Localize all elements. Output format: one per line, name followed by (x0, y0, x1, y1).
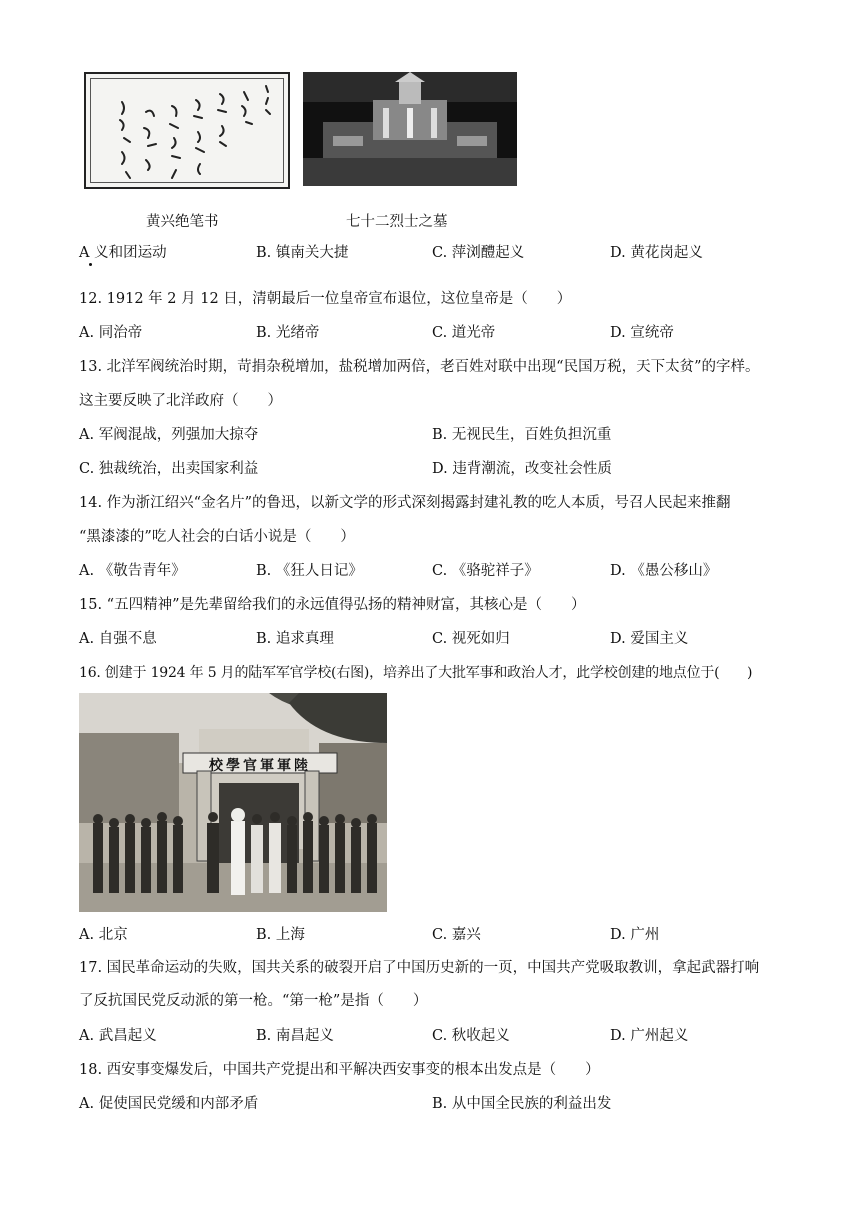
q15-option-c[interactable]: C. 视死如归 (432, 631, 510, 647)
q13-stem-line2: 这主要反映了北洋政府（ ） (79, 393, 282, 409)
q14-option-c[interactable]: C. 《骆驼祥子》 (432, 563, 539, 579)
q14-stem-line2: “黑漆漆的”吃人社会的白话小说是（ ） (79, 529, 355, 545)
q16-stem: 16. 创建于 1924 年 5 月的陆军军官学校(右图)，培养出了大批军事和政治人才，此学校创建的地点位于( ) (79, 665, 753, 681)
tomb-photo (303, 72, 517, 186)
q16-option-d[interactable]: D. 广州 (610, 927, 660, 943)
q17-stem-line1: 17. 国民革命运动的失败，国共关系的破裂开启了中国历史新的一页，中国共产党吸取教训，拿起武器打响 (79, 960, 760, 976)
q12-option-a[interactable]: A. 同治帝 (79, 325, 143, 341)
q13-option-a[interactable]: A. 军阀混战，列强加大掠夺 (79, 427, 259, 443)
q17-option-a[interactable]: A. 武昌起义 (79, 1028, 157, 1044)
huangxing-letter-image (84, 72, 290, 189)
q11-option-d[interactable]: D. 黄花岗起义 (610, 245, 703, 261)
q18-option-a[interactable]: A. 促使国民党缓和内部矛盾 (79, 1096, 259, 1112)
q14-option-b[interactable]: B. 《狂人日记》 (256, 563, 363, 579)
q14-option-d[interactable]: D. 《愚公移山》 (610, 563, 718, 579)
q15-stem: 15. “五四精神”是先辈留给我们的永远值得弘扬的精神财富，其核心是（ ） (79, 597, 586, 613)
dot-mark (89, 263, 92, 266)
q12-option-d[interactable]: D. 宣统帝 (610, 325, 674, 341)
q18-stem: 18. 西安事变爆发后，中国共产党提出和平解决西安事变的根本出发点是（ ） (79, 1062, 600, 1078)
q16-option-c[interactable]: C. 嘉兴 (432, 927, 481, 943)
q15-option-a[interactable]: A. 自强不息 (79, 631, 157, 647)
q16-option-b[interactable]: B. 上海 (256, 927, 305, 943)
q15-option-d[interactable]: D. 爱国主义 (610, 631, 689, 647)
q12-option-b[interactable]: B. 光绪帝 (256, 325, 320, 341)
q17-option-c[interactable]: C. 秋收起义 (432, 1028, 510, 1044)
q15-option-b[interactable]: B. 追求真理 (256, 631, 334, 647)
q12-stem: 12. 1912 年 2 月 12 日，清朝最后一位皇帝宣布退位，这位皇帝是（ ） (79, 291, 572, 307)
q12-option-c[interactable]: C. 道光帝 (432, 325, 496, 341)
caption-huangxing-letter: 黄兴绝笔书 (146, 214, 219, 230)
caption-martyrs-tomb: 七十二烈士之墓 (346, 214, 448, 230)
academy-sign: 陸軍軍官學校 (209, 758, 311, 774)
q13-option-b[interactable]: B. 无视民生，百姓负担沉重 (432, 427, 612, 443)
martyrs-tomb-image (303, 72, 517, 186)
q17-option-b[interactable]: B. 南昌起义 (256, 1028, 334, 1044)
q17-stem-line2: 了反抗国民党反动派的第一枪。“第一枪”是指（ ） (79, 993, 428, 1009)
q11-option-c[interactable]: C. 萍浏醴起义 (432, 245, 525, 261)
q13-option-d[interactable]: D. 违背潮流，改变社会性质 (432, 461, 612, 477)
q17-option-d[interactable]: D. 广州起义 (610, 1028, 689, 1044)
q11-option-b[interactable]: B. 镇南关大捷 (256, 245, 349, 261)
academy-photo-scene (79, 693, 387, 912)
calligraphy-strokes (84, 72, 290, 189)
q18-option-b[interactable]: B. 从中国全民族的利益出发 (432, 1096, 612, 1112)
q14-stem-line1: 14. 作为浙江绍兴“金名片”的鲁迅，以新文学的形式深刻揭露封建礼教的吃人本质，号召人民起来推翻 (79, 495, 731, 511)
q13-option-c[interactable]: C. 独裁统治，出卖国家利益 (79, 461, 259, 477)
q13-stem-line1: 13. 北洋军阀统治时期，苛捐杂税增加，盐税增加两倍，老百姓对联中出现“民国万税，天下太贫”的字样。 (79, 359, 760, 375)
q14-option-a[interactable]: A. 《敬告青年》 (79, 563, 186, 579)
q11-option-a[interactable]: A 义和团运动 (79, 245, 167, 261)
q16-option-a[interactable]: A. 北京 (79, 927, 128, 943)
military-academy-photo (79, 693, 387, 912)
